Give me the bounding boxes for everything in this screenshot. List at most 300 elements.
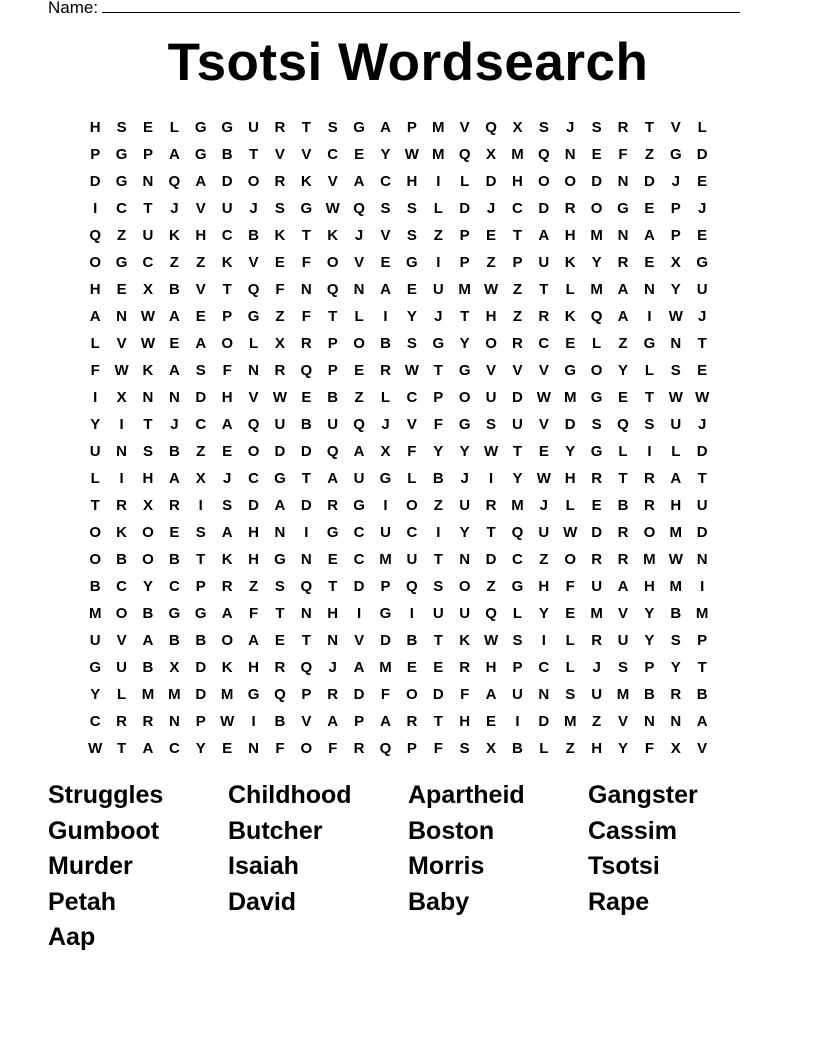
grid-cell[interactable]: I	[357, 605, 362, 622]
grid-cell[interactable]: X	[195, 470, 206, 487]
grid-cell[interactable]: V	[327, 173, 338, 190]
grid-cell[interactable]: Q	[247, 416, 260, 433]
grid-cell[interactable]: K	[459, 632, 471, 649]
grid-cell[interactable]: I	[700, 578, 705, 595]
grid-cell[interactable]: A	[353, 659, 365, 676]
grid-cell[interactable]: F	[565, 578, 575, 595]
grid-cell[interactable]: M	[563, 389, 577, 406]
grid-cell[interactable]: G	[274, 551, 286, 568]
grid-cell[interactable]: D	[485, 173, 497, 190]
grid-cell[interactable]: Q	[326, 443, 339, 460]
grid-cell[interactable]: B	[195, 632, 207, 649]
grid-cell[interactable]: Y	[380, 146, 391, 163]
grid-cell[interactable]: W	[483, 632, 499, 649]
grid-cell[interactable]: T	[301, 470, 311, 487]
grid-cell[interactable]: A	[380, 281, 391, 298]
grid-cell[interactable]: D	[353, 686, 365, 703]
grid-cell[interactable]: P	[142, 146, 153, 163]
grid-cell[interactable]: Z	[433, 227, 443, 244]
grid-cell[interactable]: X	[274, 335, 285, 352]
grid-cell[interactable]: H	[142, 470, 154, 487]
grid-cell[interactable]: A	[221, 524, 233, 541]
grid-cell[interactable]: O	[458, 578, 471, 595]
grid-cell[interactable]: E	[301, 389, 312, 406]
grid-cell[interactable]: D	[538, 200, 550, 217]
grid-cell[interactable]: N	[327, 632, 339, 649]
grid-cell[interactable]: L	[565, 659, 575, 676]
grid-cell[interactable]: V	[301, 146, 312, 163]
grid-cell[interactable]: K	[221, 659, 233, 676]
grid-cell[interactable]: C	[353, 551, 365, 568]
grid-cell[interactable]: Z	[196, 254, 206, 271]
grid-cell[interactable]: X	[486, 740, 497, 757]
grid-cell[interactable]: O	[643, 524, 656, 541]
grid-cell[interactable]: R	[538, 308, 550, 325]
grid-cell[interactable]: D	[300, 443, 312, 460]
grid-cell[interactable]: O	[89, 254, 102, 271]
grid-cell[interactable]: M	[432, 146, 445, 163]
grid-cell[interactable]: G	[247, 308, 260, 325]
grid-cell[interactable]: A	[168, 362, 180, 379]
grid-cell[interactable]: Q	[485, 605, 497, 622]
grid-cell[interactable]: S	[670, 632, 681, 649]
grid-cell[interactable]: N	[300, 281, 312, 298]
grid-cell[interactable]: Z	[433, 497, 443, 514]
grid-cell[interactable]: S	[222, 497, 233, 514]
grid-cell[interactable]: P	[644, 659, 655, 676]
grid-cell[interactable]: A	[380, 119, 391, 136]
grid-cell[interactable]: E	[327, 551, 338, 568]
grid-cell[interactable]: Q	[300, 362, 313, 379]
grid-cell[interactable]: E	[354, 146, 365, 163]
grid-cell[interactable]: Q	[511, 524, 524, 541]
grid-cell[interactable]: G	[115, 146, 128, 163]
grid-cell[interactable]: S	[406, 335, 417, 352]
grid-cell[interactable]: O	[247, 443, 260, 460]
grid-cell[interactable]: A	[617, 281, 629, 298]
grid-cell[interactable]: G	[511, 578, 524, 595]
grid-cell[interactable]: X	[670, 740, 681, 757]
grid-cell[interactable]: A	[670, 470, 682, 487]
grid-cell[interactable]: I	[647, 308, 652, 325]
grid-cell[interactable]: L	[565, 632, 575, 649]
grid-cell[interactable]: A	[485, 686, 497, 703]
grid-cell[interactable]: R	[643, 470, 655, 487]
grid-cell[interactable]: N	[353, 281, 365, 298]
grid-cell[interactable]: E	[169, 335, 180, 352]
grid-cell[interactable]: T	[222, 281, 232, 298]
grid-cell[interactable]: R	[116, 497, 127, 514]
grid-cell[interactable]: V	[538, 416, 549, 433]
grid-cell[interactable]: K	[327, 227, 339, 244]
grid-cell[interactable]: U	[353, 470, 365, 487]
grid-cell[interactable]: O	[221, 335, 233, 352]
grid-cell[interactable]: E	[142, 119, 153, 136]
grid-cell[interactable]: F	[275, 281, 285, 298]
grid-cell[interactable]: U	[538, 524, 550, 541]
grid-cell[interactable]: P	[459, 227, 470, 244]
grid-cell[interactable]: E	[354, 362, 365, 379]
grid-cell[interactable]: H	[89, 281, 101, 298]
grid-cell[interactable]: S	[327, 119, 338, 136]
grid-cell[interactable]: P	[301, 686, 312, 703]
grid-cell[interactable]: Z	[248, 578, 259, 595]
grid-cell[interactable]: X	[512, 119, 523, 136]
grid-cell[interactable]: I	[409, 605, 414, 622]
grid-cell[interactable]: H	[248, 524, 259, 541]
grid-cell[interactable]: V	[274, 146, 285, 163]
grid-cell[interactable]: S	[565, 686, 576, 703]
grid-cell[interactable]: J	[698, 308, 707, 325]
grid-cell[interactable]: G	[300, 200, 313, 217]
grid-cell[interactable]: L	[248, 335, 259, 352]
grid-cell[interactable]: T	[328, 578, 338, 595]
grid-cell[interactable]: F	[644, 740, 654, 757]
grid-cell[interactable]: E	[565, 335, 576, 352]
grid-cell[interactable]: X	[142, 497, 153, 514]
grid-cell[interactable]: M	[643, 551, 656, 568]
grid-cell[interactable]: I	[436, 524, 441, 541]
grid-cell[interactable]: E	[697, 362, 708, 379]
grid-cell[interactable]: R	[670, 686, 682, 703]
grid-cell[interactable]: D	[591, 524, 603, 541]
grid-cell[interactable]: U	[485, 389, 497, 406]
grid-cell[interactable]: L	[380, 389, 391, 406]
grid-cell[interactable]: C	[406, 524, 418, 541]
grid-cell[interactable]: U	[512, 416, 523, 433]
grid-cell[interactable]: G	[115, 254, 128, 271]
grid-cell[interactable]: Y	[591, 254, 602, 271]
grid-cell[interactable]: Y	[406, 308, 417, 325]
grid-cell[interactable]: B	[168, 281, 180, 298]
grid-cell[interactable]: R	[274, 173, 286, 190]
grid-cell[interactable]: M	[590, 605, 603, 622]
grid-cell[interactable]: P	[433, 389, 444, 406]
grid-cell[interactable]: V	[512, 362, 523, 379]
grid-cell[interactable]: C	[89, 713, 101, 730]
grid-cell[interactable]: N	[168, 713, 180, 730]
grid-cell[interactable]: G	[432, 335, 445, 352]
grid-cell[interactable]: L	[644, 362, 654, 379]
grid-cell[interactable]: R	[512, 335, 523, 352]
grid-cell[interactable]: F	[328, 740, 338, 757]
grid-cell[interactable]: B	[274, 713, 286, 730]
grid-cell[interactable]: S	[486, 416, 497, 433]
grid-cell[interactable]: B	[512, 740, 523, 757]
grid-cell[interactable]: J	[328, 659, 337, 676]
grid-cell[interactable]: K	[221, 551, 233, 568]
grid-cell[interactable]: O	[221, 632, 233, 649]
grid-cell[interactable]: V	[538, 362, 549, 379]
grid-cell[interactable]: T	[618, 470, 628, 487]
grid-cell[interactable]: O	[406, 497, 418, 514]
grid-cell[interactable]: A	[89, 308, 101, 325]
grid-cell[interactable]: A	[274, 497, 286, 514]
grid-cell[interactable]: I	[198, 497, 203, 514]
grid-cell[interactable]: W	[114, 362, 129, 379]
grid-cell[interactable]: P	[354, 713, 365, 730]
grid-cell[interactable]: L	[407, 470, 417, 487]
grid-cell[interactable]: E	[538, 443, 549, 460]
grid-cell[interactable]: J	[381, 416, 390, 433]
grid-cell[interactable]: Y	[670, 659, 681, 676]
grid-cell[interactable]: P	[327, 362, 338, 379]
grid-cell[interactable]: E	[697, 227, 708, 244]
grid-cell[interactable]: R	[617, 119, 629, 136]
grid-cell[interactable]: B	[142, 605, 154, 622]
grid-cell[interactable]: E	[486, 713, 497, 730]
grid-cell[interactable]: N	[459, 551, 471, 568]
grid-cell[interactable]: W	[404, 362, 419, 379]
grid-cell[interactable]: D	[432, 686, 444, 703]
grid-cell[interactable]: V	[618, 713, 629, 730]
grid-cell[interactable]: I	[647, 443, 652, 460]
grid-cell[interactable]: A	[696, 713, 708, 730]
grid-cell[interactable]: H	[643, 578, 655, 595]
grid-cell[interactable]: O	[406, 686, 418, 703]
grid-cell[interactable]: H	[591, 740, 603, 757]
grid-cell[interactable]: D	[459, 200, 471, 217]
grid-cell[interactable]: Q	[353, 416, 365, 433]
grid-cell[interactable]: Q	[247, 281, 260, 298]
grid-cell[interactable]: W	[668, 551, 683, 568]
grid-cell[interactable]: R	[591, 632, 603, 649]
grid-cell[interactable]: U	[89, 632, 101, 649]
grid-cell[interactable]: S	[433, 578, 444, 595]
grid-cell[interactable]: O	[115, 605, 128, 622]
grid-cell[interactable]: W	[536, 389, 551, 406]
grid-cell[interactable]: G	[326, 524, 339, 541]
grid-cell[interactable]: R	[274, 119, 286, 136]
grid-cell[interactable]: D	[195, 659, 207, 676]
grid-cell[interactable]: U	[617, 632, 629, 649]
grid-cell[interactable]: S	[380, 200, 391, 217]
grid-cell[interactable]: P	[512, 254, 523, 271]
grid-cell[interactable]: Q	[300, 578, 313, 595]
grid-cell[interactable]: G	[194, 119, 207, 136]
grid-cell[interactable]: T	[143, 200, 153, 217]
grid-cell[interactable]: U	[89, 443, 101, 460]
grid-cell[interactable]: N	[643, 281, 655, 298]
grid-cell[interactable]: N	[643, 713, 655, 730]
grid-cell[interactable]: Z	[644, 146, 654, 163]
grid-cell[interactable]: E	[618, 389, 629, 406]
grid-cell[interactable]: J	[170, 416, 179, 433]
grid-cell[interactable]: Y	[433, 443, 444, 460]
grid-cell[interactable]: E	[591, 146, 602, 163]
grid-cell[interactable]: X	[380, 443, 391, 460]
grid-cell[interactable]: K	[564, 308, 576, 325]
grid-cell[interactable]: T	[328, 308, 338, 325]
grid-cell[interactable]: I	[488, 470, 494, 487]
grid-cell[interactable]: W	[483, 443, 499, 460]
grid-cell[interactable]: P	[195, 578, 206, 595]
grid-cell[interactable]: N	[617, 227, 629, 244]
grid-cell[interactable]: Z	[512, 308, 523, 325]
grid-cell[interactable]: G	[696, 254, 709, 271]
grid-cell[interactable]: I	[93, 389, 98, 406]
grid-cell[interactable]: Q	[458, 146, 471, 163]
grid-cell[interactable]: T	[301, 119, 311, 136]
grid-cell[interactable]: I	[119, 416, 124, 433]
grid-cell[interactable]: B	[116, 551, 127, 568]
grid-cell[interactable]: B	[327, 389, 339, 406]
grid-cell[interactable]: X	[142, 281, 153, 298]
grid-cell[interactable]: A	[538, 227, 550, 244]
grid-cell[interactable]: J	[170, 200, 179, 217]
grid-cell[interactable]: Y	[618, 362, 629, 379]
grid-cell[interactable]: J	[566, 119, 575, 136]
grid-cell[interactable]: E	[591, 497, 602, 514]
grid-cell[interactable]: N	[670, 335, 682, 352]
grid-cell[interactable]: T	[117, 740, 127, 757]
grid-cell[interactable]: X	[116, 389, 127, 406]
grid-cell[interactable]: G	[353, 119, 365, 136]
grid-cell[interactable]: T	[486, 524, 496, 541]
grid-cell[interactable]: O	[485, 335, 497, 352]
grid-cell[interactable]: F	[618, 146, 628, 163]
grid-cell[interactable]: F	[407, 443, 417, 460]
grid-cell[interactable]: S	[142, 443, 153, 460]
grid-cell[interactable]: L	[90, 470, 100, 487]
grid-cell[interactable]: T	[460, 308, 470, 325]
grid-cell[interactable]: Y	[90, 686, 101, 703]
grid-cell[interactable]: N	[564, 146, 576, 163]
grid-cell[interactable]: K	[221, 254, 233, 271]
grid-cell[interactable]: S	[406, 227, 417, 244]
grid-cell[interactable]: H	[564, 227, 576, 244]
grid-cell[interactable]: W	[325, 200, 340, 217]
grid-cell[interactable]: D	[89, 173, 101, 190]
grid-cell[interactable]: Q	[485, 119, 497, 136]
grid-cell[interactable]: A	[195, 335, 207, 352]
grid-cell[interactable]: V	[486, 362, 497, 379]
grid-cell[interactable]: U	[591, 578, 603, 595]
grid-cell[interactable]: O	[564, 173, 577, 190]
grid-cell[interactable]: Y	[512, 470, 523, 487]
grid-cell[interactable]: E	[380, 254, 391, 271]
grid-cell[interactable]: N	[538, 686, 550, 703]
grid-cell[interactable]: R	[353, 740, 365, 757]
grid-cell[interactable]: G	[168, 605, 181, 622]
grid-cell[interactable]: H	[564, 470, 576, 487]
grid-cell[interactable]: F	[275, 740, 285, 757]
grid-cell[interactable]: T	[512, 443, 523, 460]
grid-cell[interactable]: R	[221, 578, 233, 595]
grid-cell[interactable]: E	[433, 659, 444, 676]
grid-cell[interactable]: J	[698, 416, 707, 433]
grid-cell[interactable]: Q	[590, 308, 603, 325]
grid-cell[interactable]: Y	[195, 740, 206, 757]
grid-cell[interactable]: P	[380, 578, 391, 595]
grid-cell[interactable]: L	[433, 200, 443, 217]
grid-cell[interactable]: P	[406, 740, 417, 757]
grid-cell[interactable]: L	[354, 308, 364, 325]
grid-cell[interactable]: Z	[169, 254, 179, 271]
grid-cell[interactable]: P	[512, 659, 523, 676]
grid-cell[interactable]: R	[116, 713, 127, 730]
grid-cell[interactable]: D	[485, 551, 497, 568]
grid-cell[interactable]: Z	[592, 713, 602, 730]
grid-cell[interactable]: T	[301, 227, 311, 244]
grid-cell[interactable]: L	[565, 497, 575, 514]
grid-cell[interactable]: H	[248, 659, 259, 676]
grid-cell[interactable]: Q	[353, 200, 365, 217]
grid-cell[interactable]: D	[380, 632, 391, 649]
grid-cell[interactable]: A	[195, 173, 207, 190]
grid-cell[interactable]: A	[643, 227, 655, 244]
grid-cell[interactable]: I	[93, 200, 98, 217]
grid-cell[interactable]: U	[248, 119, 259, 136]
grid-cell[interactable]: G	[669, 146, 682, 163]
grid-cell[interactable]: F	[433, 740, 443, 757]
grid-cell[interactable]: C	[380, 173, 391, 190]
grid-cell[interactable]: C	[512, 200, 523, 217]
grid-cell[interactable]: A	[327, 713, 339, 730]
grid-cell[interactable]: E	[565, 605, 576, 622]
grid-cell[interactable]: Q	[168, 173, 181, 190]
grid-cell[interactable]: L	[592, 335, 602, 352]
grid-cell[interactable]: I	[304, 524, 309, 541]
grid-cell[interactable]: A	[168, 308, 180, 325]
grid-cell[interactable]: E	[222, 443, 233, 460]
grid-cell[interactable]: Z	[512, 281, 523, 298]
grid-cell[interactable]: E	[486, 227, 497, 244]
grid-cell[interactable]: J	[698, 200, 707, 217]
grid-cell[interactable]: H	[89, 119, 101, 136]
grid-cell[interactable]: N	[116, 308, 127, 325]
grid-cell[interactable]: M	[669, 578, 683, 595]
grid-cell[interactable]: V	[459, 119, 470, 136]
grid-cell[interactable]: P	[195, 713, 206, 730]
grid-cell[interactable]: I	[383, 308, 388, 325]
grid-cell[interactable]: U	[221, 200, 233, 217]
grid-cell[interactable]: T	[433, 551, 443, 568]
grid-cell[interactable]: L	[671, 443, 681, 460]
grid-cell[interactable]: C	[168, 578, 180, 595]
grid-cell[interactable]: C	[195, 416, 207, 433]
grid-cell[interactable]: O	[458, 389, 471, 406]
grid-cell[interactable]: U	[512, 686, 523, 703]
grid-cell[interactable]: S	[459, 740, 470, 757]
grid-cell[interactable]: W	[88, 740, 103, 757]
grid-cell[interactable]: M	[590, 227, 603, 244]
grid-cell[interactable]: G	[221, 119, 233, 136]
grid-cell[interactable]: B	[168, 443, 180, 460]
grid-cell[interactable]: U	[116, 659, 127, 676]
grid-cell[interactable]: U	[591, 686, 603, 703]
grid-cell[interactable]: T	[143, 416, 153, 433]
grid-cell[interactable]: F	[301, 308, 311, 325]
grid-cell[interactable]: S	[591, 119, 602, 136]
grid-cell[interactable]: V	[406, 416, 417, 433]
grid-cell[interactable]: Y	[459, 335, 470, 352]
grid-cell[interactable]: P	[670, 200, 681, 217]
grid-cell[interactable]: T	[196, 551, 206, 568]
grid-cell[interactable]: Z	[354, 389, 364, 406]
grid-cell[interactable]: R	[591, 470, 603, 487]
grid-cell[interactable]: M	[379, 551, 392, 568]
grid-cell[interactable]: J	[671, 173, 680, 190]
grid-cell[interactable]: T	[301, 632, 311, 649]
grid-cell[interactable]: Z	[618, 335, 628, 352]
grid-cell[interactable]: H	[459, 713, 471, 730]
grid-cell[interactable]: R	[459, 659, 471, 676]
grid-cell[interactable]: L	[697, 119, 707, 136]
grid-cell[interactable]: D	[696, 443, 708, 460]
grid-cell[interactable]: N	[300, 605, 312, 622]
grid-cell[interactable]: C	[538, 659, 550, 676]
